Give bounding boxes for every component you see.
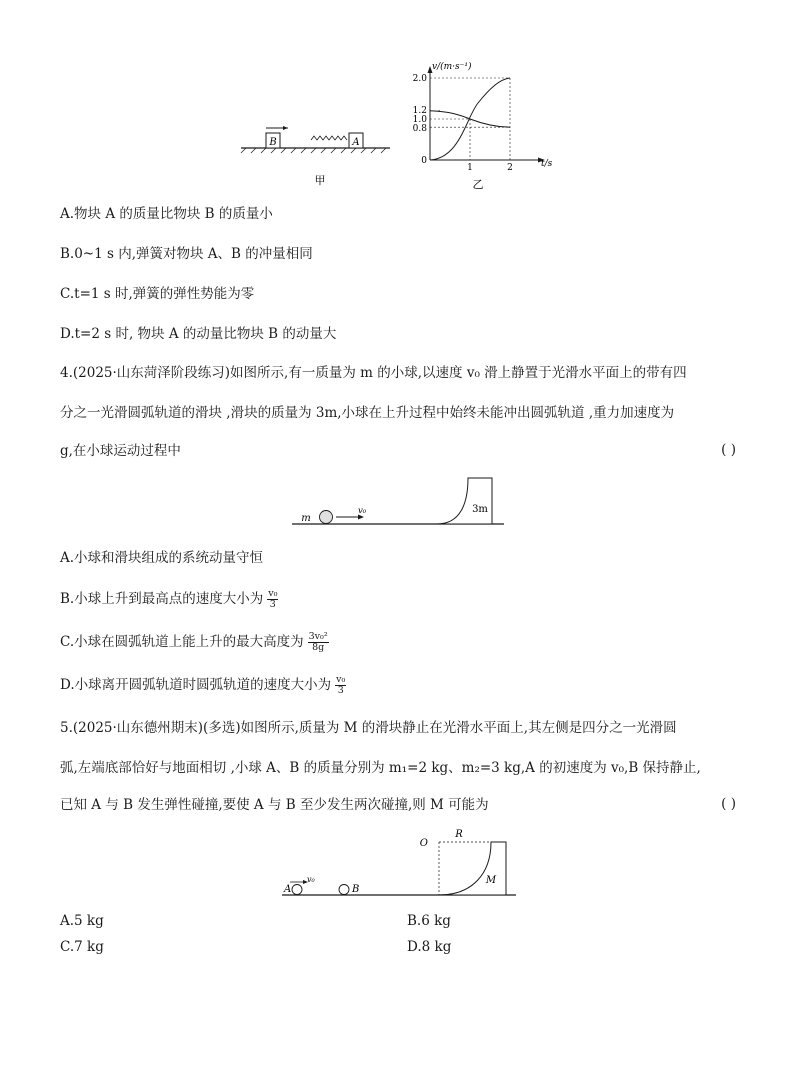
q5-ball-a-label: A [284, 884, 292, 895]
q5-center-o-label: O [419, 838, 428, 849]
q5-option-a: A.5 kg [60, 913, 104, 929]
q5-stem-line3: 已知 A 与 B 发生弹性碰撞,要使 A 与 B 至少发生两次碰撞,则 M 可能为 [60, 797, 489, 813]
q5-block-label: M [485, 875, 497, 886]
x-tick-1: 1 [467, 163, 473, 173]
q4-velocity-label: v₀ [358, 506, 367, 516]
q4-ball [320, 511, 333, 524]
q5-answer-paren: ( ) [721, 796, 736, 812]
q4-option-c-text: C.小球在圆弧轨道上能上升的最大高度为 [60, 634, 304, 650]
y-tick-2-0: 2.0 [412, 74, 427, 84]
q4-stem-line2: 分之一光滑圆弧轨道的滑块 ,滑块的质量为 3m,小球在上升过程中始终未能冲出圆弧轨道 ,重力加速度为 [60, 405, 675, 421]
q3-option-c: C.t=1 s 时,弹簧的弹性势能为零 [60, 286, 255, 302]
q5-stem-line1: 5.(2025·山东德州期末)(多选)如图所示,质量为 M 的滑块静止在光滑水平面上,其左侧是四分之一光滑圆 [60, 720, 677, 736]
q5-slider-block [439, 842, 506, 895]
q4-option-b-fraction: $\frac{\text{v₀}}{3}$ [268, 588, 278, 610]
q5-radius-label: R [455, 829, 463, 840]
q5-option-c: C.7 kg [60, 939, 104, 955]
q5-figure [280, 826, 520, 901]
y-tick-1-0: 1.0 [412, 115, 427, 125]
q4-option-d-fraction: $\frac{\text{v₀}}{3}$ [336, 674, 346, 696]
q4-stem-line3: g,在小球运动过程中 [60, 443, 181, 459]
q4-option-b [60, 589, 282, 610]
x-axis-label: t/s [541, 159, 553, 169]
q5-ball-b-label: B [352, 884, 360, 895]
q5-option-d: D.8 kg [407, 939, 452, 955]
q5-velocity-label: v₀ [307, 875, 315, 884]
y-tick-1-2: 1.2 [412, 106, 427, 116]
q4-option-c [60, 632, 333, 653]
q3-option-a: A.物块 A 的质量比物块 B 的质量小 [60, 206, 273, 222]
q4-stem-line1: 4.(2025·山东菏泽阶段练习)如图所示,有一质量为 m 的小球,以速度 v₀ 滑上静置于光滑水平面上的带有四 [60, 365, 687, 381]
q5-ball-a [292, 885, 302, 895]
y-tick-0: 0 [421, 156, 427, 166]
q4-option-a: A.小球和滑块组成的系统动量守恒 [60, 550, 264, 566]
block-b-label: B [269, 137, 277, 148]
spring [311, 136, 347, 140]
q4-figure [292, 476, 507, 531]
q5-stem-line2: 弧,左端底部恰好与地面相切 ,小球 A、B 的质量分别为 m₁=2 kg、m₂=3 kg,A 的初速度为 v₀,B 保持静止, [60, 760, 701, 776]
q5-option-b: B.6 kg [407, 913, 451, 929]
q4-block-label: 3m [472, 504, 488, 515]
q4-slider-block [437, 478, 492, 524]
q4-option-b-text: B.小球上升到最高点的速度大小为 [60, 591, 264, 607]
q4-answer-paren: ( ) [721, 442, 736, 458]
figure-yi-caption: 乙 [472, 178, 484, 191]
block-a-label: A [352, 137, 360, 148]
figure-jia [238, 118, 398, 188]
figure-yi [398, 58, 568, 193]
q4-ball-label: m [301, 513, 311, 524]
y-axis-label: v/(m·s⁻¹) [432, 62, 472, 72]
q4-option-c-fraction: $\frac{\text{3v₀²}}{8g}$ [308, 631, 328, 653]
figure-jia-caption: 甲 [314, 174, 326, 187]
q5-ball-b [339, 885, 349, 895]
q3-option-b: B.0~1 s 内,弹簧对物块 A、B 的冲量相同 [60, 246, 313, 262]
y-tick-0-8: 0.8 [412, 124, 427, 134]
q3-option-d: D.t=2 s 时, 物块 A 的动量比物块 B 的动量大 [60, 326, 337, 342]
q4-option-d-text: D.小球离开圆弧轨道时圆弧轨道的速度大小为 [60, 677, 332, 693]
q4-option-d [60, 675, 350, 696]
x-tick-2: 2 [507, 163, 513, 173]
